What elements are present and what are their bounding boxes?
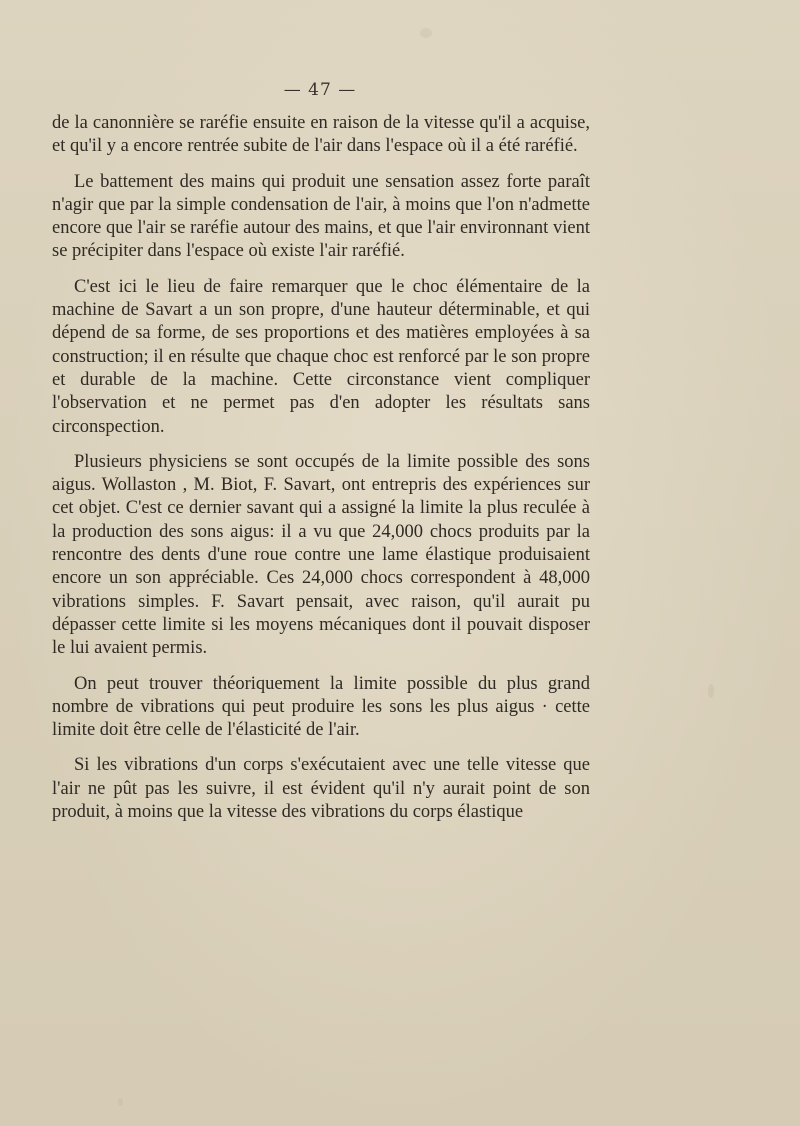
paragraph-2: Le battement des mains qui produit une sensation assez forte paraît n'agir que par la simple condensation de l'air, à moins que l'on n'admette encore que l'air se raréfie autour des mains, et que l'air environnant vient se précipiter dans l'espace où existe l'air raréfié.: [52, 171, 590, 262]
paper-stain: [708, 684, 714, 698]
paragraph-1: de la canonnière se raréfie ensuite en raison de la vitesse qu'il a acquise, et qu'il y a encore rentrée subite de l'air dans l'espace où il a été raréfié.: [52, 113, 590, 157]
paragraph-4: Plusieurs physiciens se sont occupés de la limite possible des sons aigus. Wollaston , M. Biot, F. Savart, ont entrepris des expériences sur cet objet. C'est ce dernier savant qui a assigné la limite la plus reculée à la production des sons aigus: il a vu que 24,000 chocs produits par la rencontre des dents d'une roue contre une lame élastique produisaient encore un son appréciable. Ces 24,000 chocs correspondent à 48,000 vibrations simples. F. Savart pensait, avec raison, qu'il aurait pu dépasser cette limite si les moyens mécaniques dont il pouvait disposer le lui avaient permis.: [52, 451, 590, 659]
paper-stain: [420, 28, 432, 38]
paragraph-5: On peut trouver théoriquement la limite possible du plus grand nombre de vibrations qui peut produire les sons les plus aigus · cette limite doit être celle de l'élasticité de l'air.: [52, 673, 590, 741]
paragraph-3: C'est ici le lieu de faire remarquer que le choc élémentaire de la machine de Savart a un son propre, d'une hauteur déterminable, et qui dépend de sa forme, de ses proportions et des matières employées à sa construction; il en résulte que chaque choc est renforcé par le son propre et durable de la machine. Cette circonstance vient compliquer l'observation et ne permet pas d'en adopter les résultats sans circonspection.: [52, 276, 590, 437]
paragraph-6: Si les vibrations d'un corps s'exécutaient avec une telle vitesse que l'air ne pût pas les suivre, il est évident qu'il n'y aurait point de son produit, à moins que la vitesse des vibrations du corps élastique: [52, 755, 590, 823]
paper-stain: [118, 1098, 123, 1106]
page-number: — 47 —: [283, 80, 357, 100]
body-text: [52, 112, 590, 836]
